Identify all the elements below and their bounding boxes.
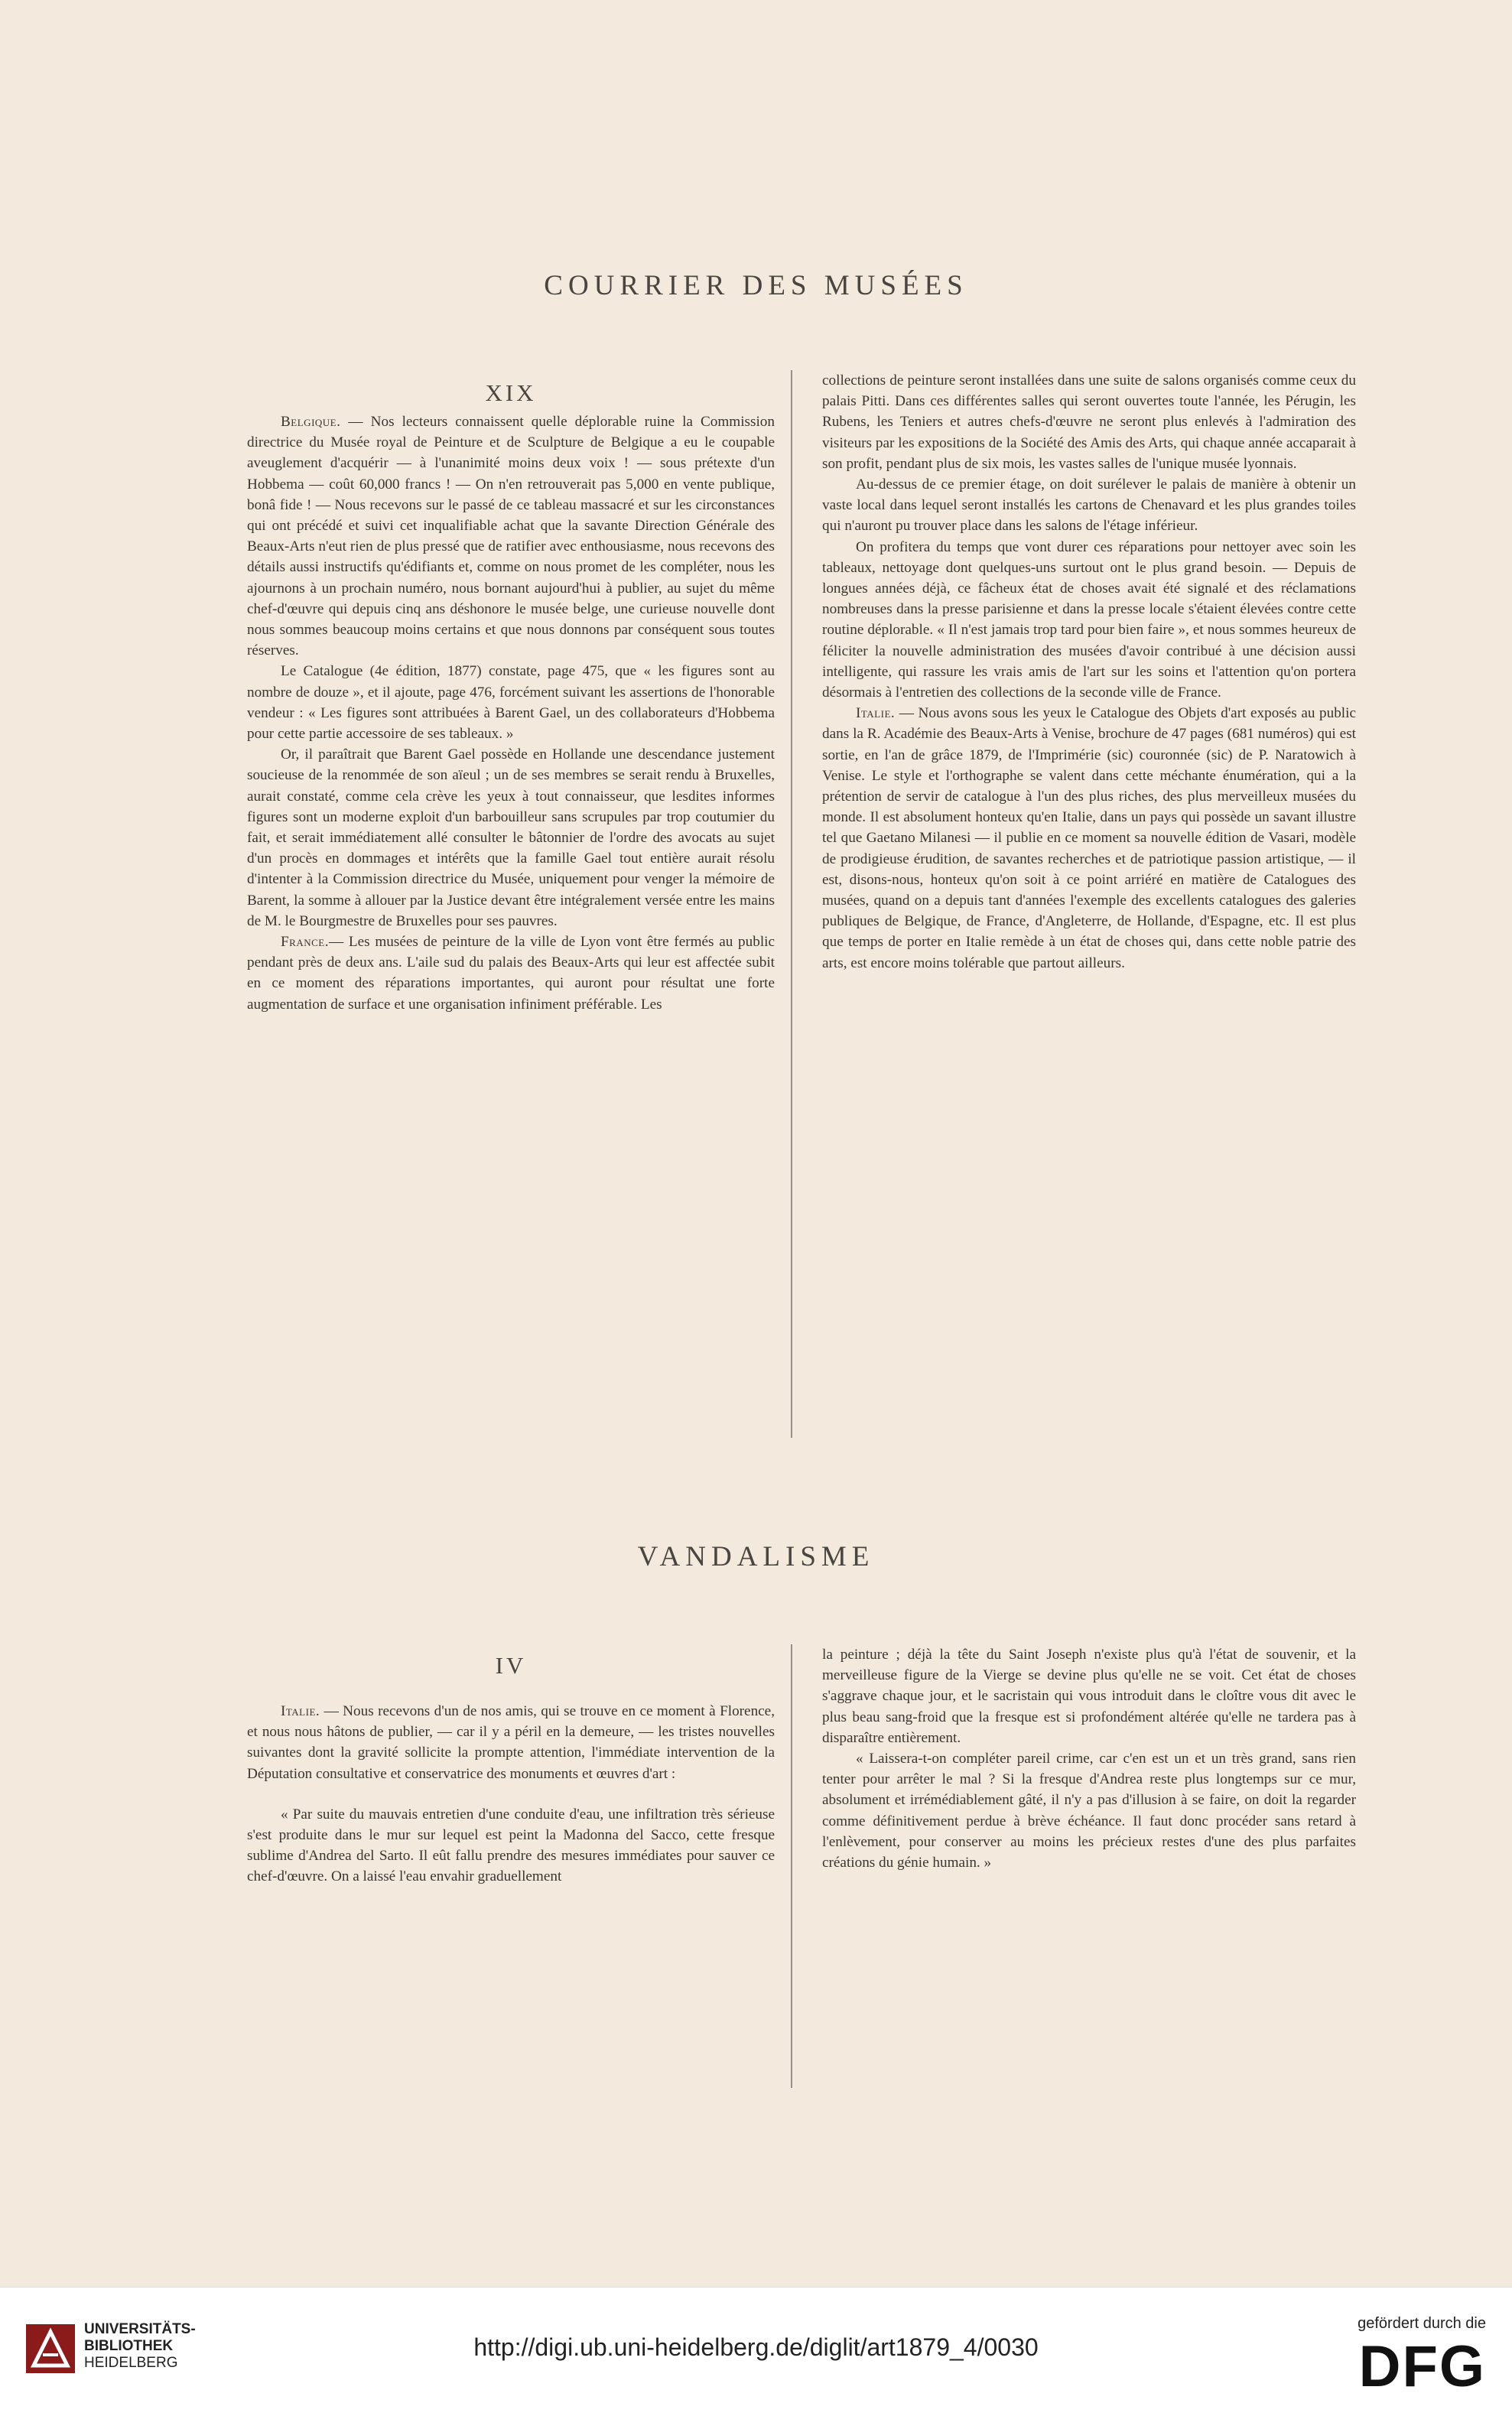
paragraph-lead: France. (281, 934, 330, 951)
vandalisme-title: VANDALISME (637, 1541, 875, 1572)
column-divider (791, 1644, 792, 2088)
paragraph-lead: Belgique. (281, 414, 341, 430)
viewer-footer (0, 2287, 1512, 2416)
paragraph-text: la peinture ; déjà la tête du Saint Joseph n'existe plus qu'à l'état de souvenir, et la merveilleuse figure de la Vierge se devine plus qu'elle ne se voit. Cet état de choses s'aggrave chaque jour, et le sacristain qui vous introduit dans le cloître vous dit avec le plus beau sang-froid que la fresque est si profondément altérée qu'elle ne tardera pas à disparaître entièrement. (822, 1647, 1356, 1746)
paragraph (822, 703, 1356, 974)
library-line-1: UNIVERSITÄTS- (84, 2321, 196, 2337)
paragraph (822, 537, 1356, 704)
paragraph (822, 370, 1356, 474)
dfg-logo: DFG (1358, 2334, 1486, 2399)
library-line-2: BIBLIOTHEK (84, 2338, 174, 2354)
paragraph-text: « Par suite du mauvais entretien d'une conduite d'eau, une infiltration très sérieuse s'est produite dans le mur sur lequel est peint la Madonna del Sacco, cette fresque sublime d'Andrea del Sarto. Il eût fallu prendre des mesures immédiates pour sauver ce chef-d'œuvre. On a laissé l'eau envahir graduellement (247, 1806, 775, 1885)
paragraph-text: On profitera du temps que vont durer ces réparations pour nettoyer avec soin les tableaux, nettoyage dont quelques-uns surtout ont le plus grand besoin. — Depuis de longues années déjà, ce fâcheux état de choses avait été signalé et des réclamations nombreuses dans la presse parisienne et dans la presse locale s'étaient élevées contre cette routine déplorable. « Il n'est jamais trop tard pour bien faire », et nous sommes heureux de féliciter la nouvelle administration des musées d'avoir contribué à une décision aussi intelligente, qui rassure les vrais amis de l'art sur les soins et l'attention qu'on portera désormais à l'entretien des collections de la seconde ville de France. (822, 538, 1356, 701)
courrier-left-column (247, 411, 775, 1015)
paragraph-text: Or, il paraîtrait que Barent Gael possède en Hollande une descendance justement soucieuse de la renommée de son aïeul ; un de ses membres se serait rendu à Bruxelles, aurait constaté, comme cela crève les yeux à tout connaisseur, que lesdites informes figures sont un moderne exploit d'un barbouilleur sans scrupules par trop coutumier du fait, et serait immédiatement allé consulter le bâtonnier de l'ordre des avocats au sujet d'un procès en dommages et intérêts que la famille Gael tout entière aurait résolu d'intenter à la Commission directrice du Musée, uniquement pour venger la mémoire de Barent, la somme à allouer par la Justice devant être intégralement versée entre les mains de M. le Bourgmestre de Bruxelles pour ses pauvres. (247, 746, 775, 929)
paragraph (822, 474, 1356, 537)
vandalisme-left-column (247, 1701, 775, 1888)
paragraph-lead: Italie. (856, 705, 896, 722)
paragraph-text: — Nous recevons d'un de nos amis, qui se trouve en ce moment à Florence, et nous nous hâtons de publier, — car il y a péril en la demeure, — les tristes nouvelles suivantes dont la gravité sollicite la prompte attention, l'immédiate intervention de la Députation consultative et conservatrice des monuments et œuvres d'art : (247, 1703, 775, 1782)
courrier-right-column (822, 370, 1356, 974)
paragraph-text: — Nos lecteurs connaissent quelle déplorable ruine la Commission directrice du Musée royal de Peinture et de Sculpture de Belgique a eu le coupable aveuglement d'acquérir — à l'unanimité moins deux voix ! — sous prétexte d'un Hobbema — coût 60,000 francs ! — On n'en retrouverait pas 5,000 en vente publique, bonâ fide ! — Nous recevons sur le passé de ce tableau massacré et sur les circonstances qui ont précédé et suivi cet inqualifiable achat que la savante Direction Générale des Beaux-Arts n'eut rien de plus pressé que de ratifier avec enthousiasme, nous recevons des détails aussi instructifs qu'édifiants et, comme on nous promet de les compléter, nous les ajournons à un prochain numéro, nous bornant aujourd'hui à publier, au sujet du même chef-d'œuvre qui depuis cinq ans déshonore le musée belge, une curieuse nouvelle dont nous sommes beaucoup moins certains et que nous donnons par conséquent sous toutes réserves. (247, 414, 775, 659)
paragraph-lead: Italie. (281, 1703, 320, 1719)
vandalisme-number: IV (495, 1652, 527, 1679)
paragraph-text: Le Catalogue (4e édition, 1877) constate, page 475, que « les figures sont au nombre de douze », et il ajoute, page 476, forcément suivant les assertions de l'honorable vendeur : « Les figures sont attribuées à Barent Gael, un des collaborateurs d'Hobbema pour cette partie accessoire de ses tableaux. » (247, 663, 775, 743)
paragraph-text: « Laissera-t-on compléter pareil crime, car c'en est un et un très grand, sans rien tenter pour arrêter le mal ? Si la fresque d'Andrea reste plus longtemps sur ce mur, absolument et irrémédiablement gâté, il n'y a pas d'illusion à se faire, on doit la regarder comme définitivement perdue à brève échéance. Il faut donc procéder sans retard à l'enlèvement, pour conserver au moins les précieux restes d'une des plus parfaites créations du génie humain. » (822, 1751, 1356, 1871)
courrier-title: COURRIER DES MUSÉES (544, 270, 968, 301)
paragraph-text: — Nous avons sous les yeux le Catalogue des Objets d'art exposés au public dans la R. Académie des Beaux-Arts à Venise, brochure de 47 pages (681 numéros) qui est sortie, en l'an de grâce 1879, de l'Imprimérie (sic) couronnée (sic) de P. Naratowich à Venise. Le style et l'orthographe se valent dans cette méchante énumération, qui a la prétention de servir de catalogue à l'un des plus riches, des plus merveilleux musées du monde. Il est absolument honteux qu'en Italie, dans un pays qui possède un savant illustre tel que Gaetano Milanesi — il publie en ce moment sa nouvelle édition de Vasari, modèle de prodigieuse érudition, de savantes recherches et de patriotique passion artistique, — il est, disons-nous, honteux qu'on soit à ce point arriéré en matière de Catalogues des musées, quand on a depuis tant d'années l'exemple des excellents catalogues des galeries publiques de Belgique, de France, d'Angleterre, de Hollande, d'Espagne, etc. Il est plus que temps de porter en Italie remède à un état de choses qui, dans cette noble patrie des arts, est encore moins tolérable que partout ailleurs. (822, 705, 1356, 971)
paragraph-text: collections de peinture seront installées dans une suite de salons organisés comme ceux du palais Pitti. Dans ces différentes salles qui seront ouvertes toute l'année, les Pérugin, les Rubens, les Teniers et autres chefs-d'œuvre ne seront plus enlevés à l'admiration des visiteurs par les expositions de la Société des Amis des Arts, qui chaque année accaparait à son profit, pendant plus de six mois, les vastes salles de l'unique musée lyonnais. (822, 372, 1356, 472)
funder-label: gefördert durch die (1358, 2315, 1486, 2332)
paragraph (247, 411, 775, 661)
paragraph-text: — Les musées de peinture de la ville de Lyon vont être fermés au public pendant près de deux ans. L'aile sud du palais des Beaux-Arts qui leur est affectée subit en ce moment des réparations importantes, qui auront pour résultat une forte augmentation de surface et une organisation infiniment préférable. Les (247, 934, 775, 1013)
paragraph (247, 1804, 775, 1888)
paragraph (247, 661, 775, 744)
library-line-3: HEIDELBERG (84, 2355, 178, 2371)
paragraph-text: Au-dessus de ce premier étage, on doit surélever le palais de manière à obtenir un vaste local dans lequel seront installés les cartons de Chenavard et les plus grandes toiles qui n'auront pu trouver place dans les salons de l'étage inférieur. (822, 476, 1356, 535)
permalink-url[interactable]: http://digi.ub.uni-heidelberg.de/diglit/art1879_4/0030 (473, 2333, 1039, 2361)
vandalisme-right-column (822, 1644, 1356, 1873)
paragraph (822, 1644, 1356, 1748)
paragraph (247, 932, 775, 1015)
paragraph (247, 1701, 775, 1784)
courrier-number: XIX (485, 379, 537, 406)
column-divider (791, 370, 792, 1438)
paragraph (247, 744, 775, 932)
paragraph (822, 1748, 1356, 1873)
